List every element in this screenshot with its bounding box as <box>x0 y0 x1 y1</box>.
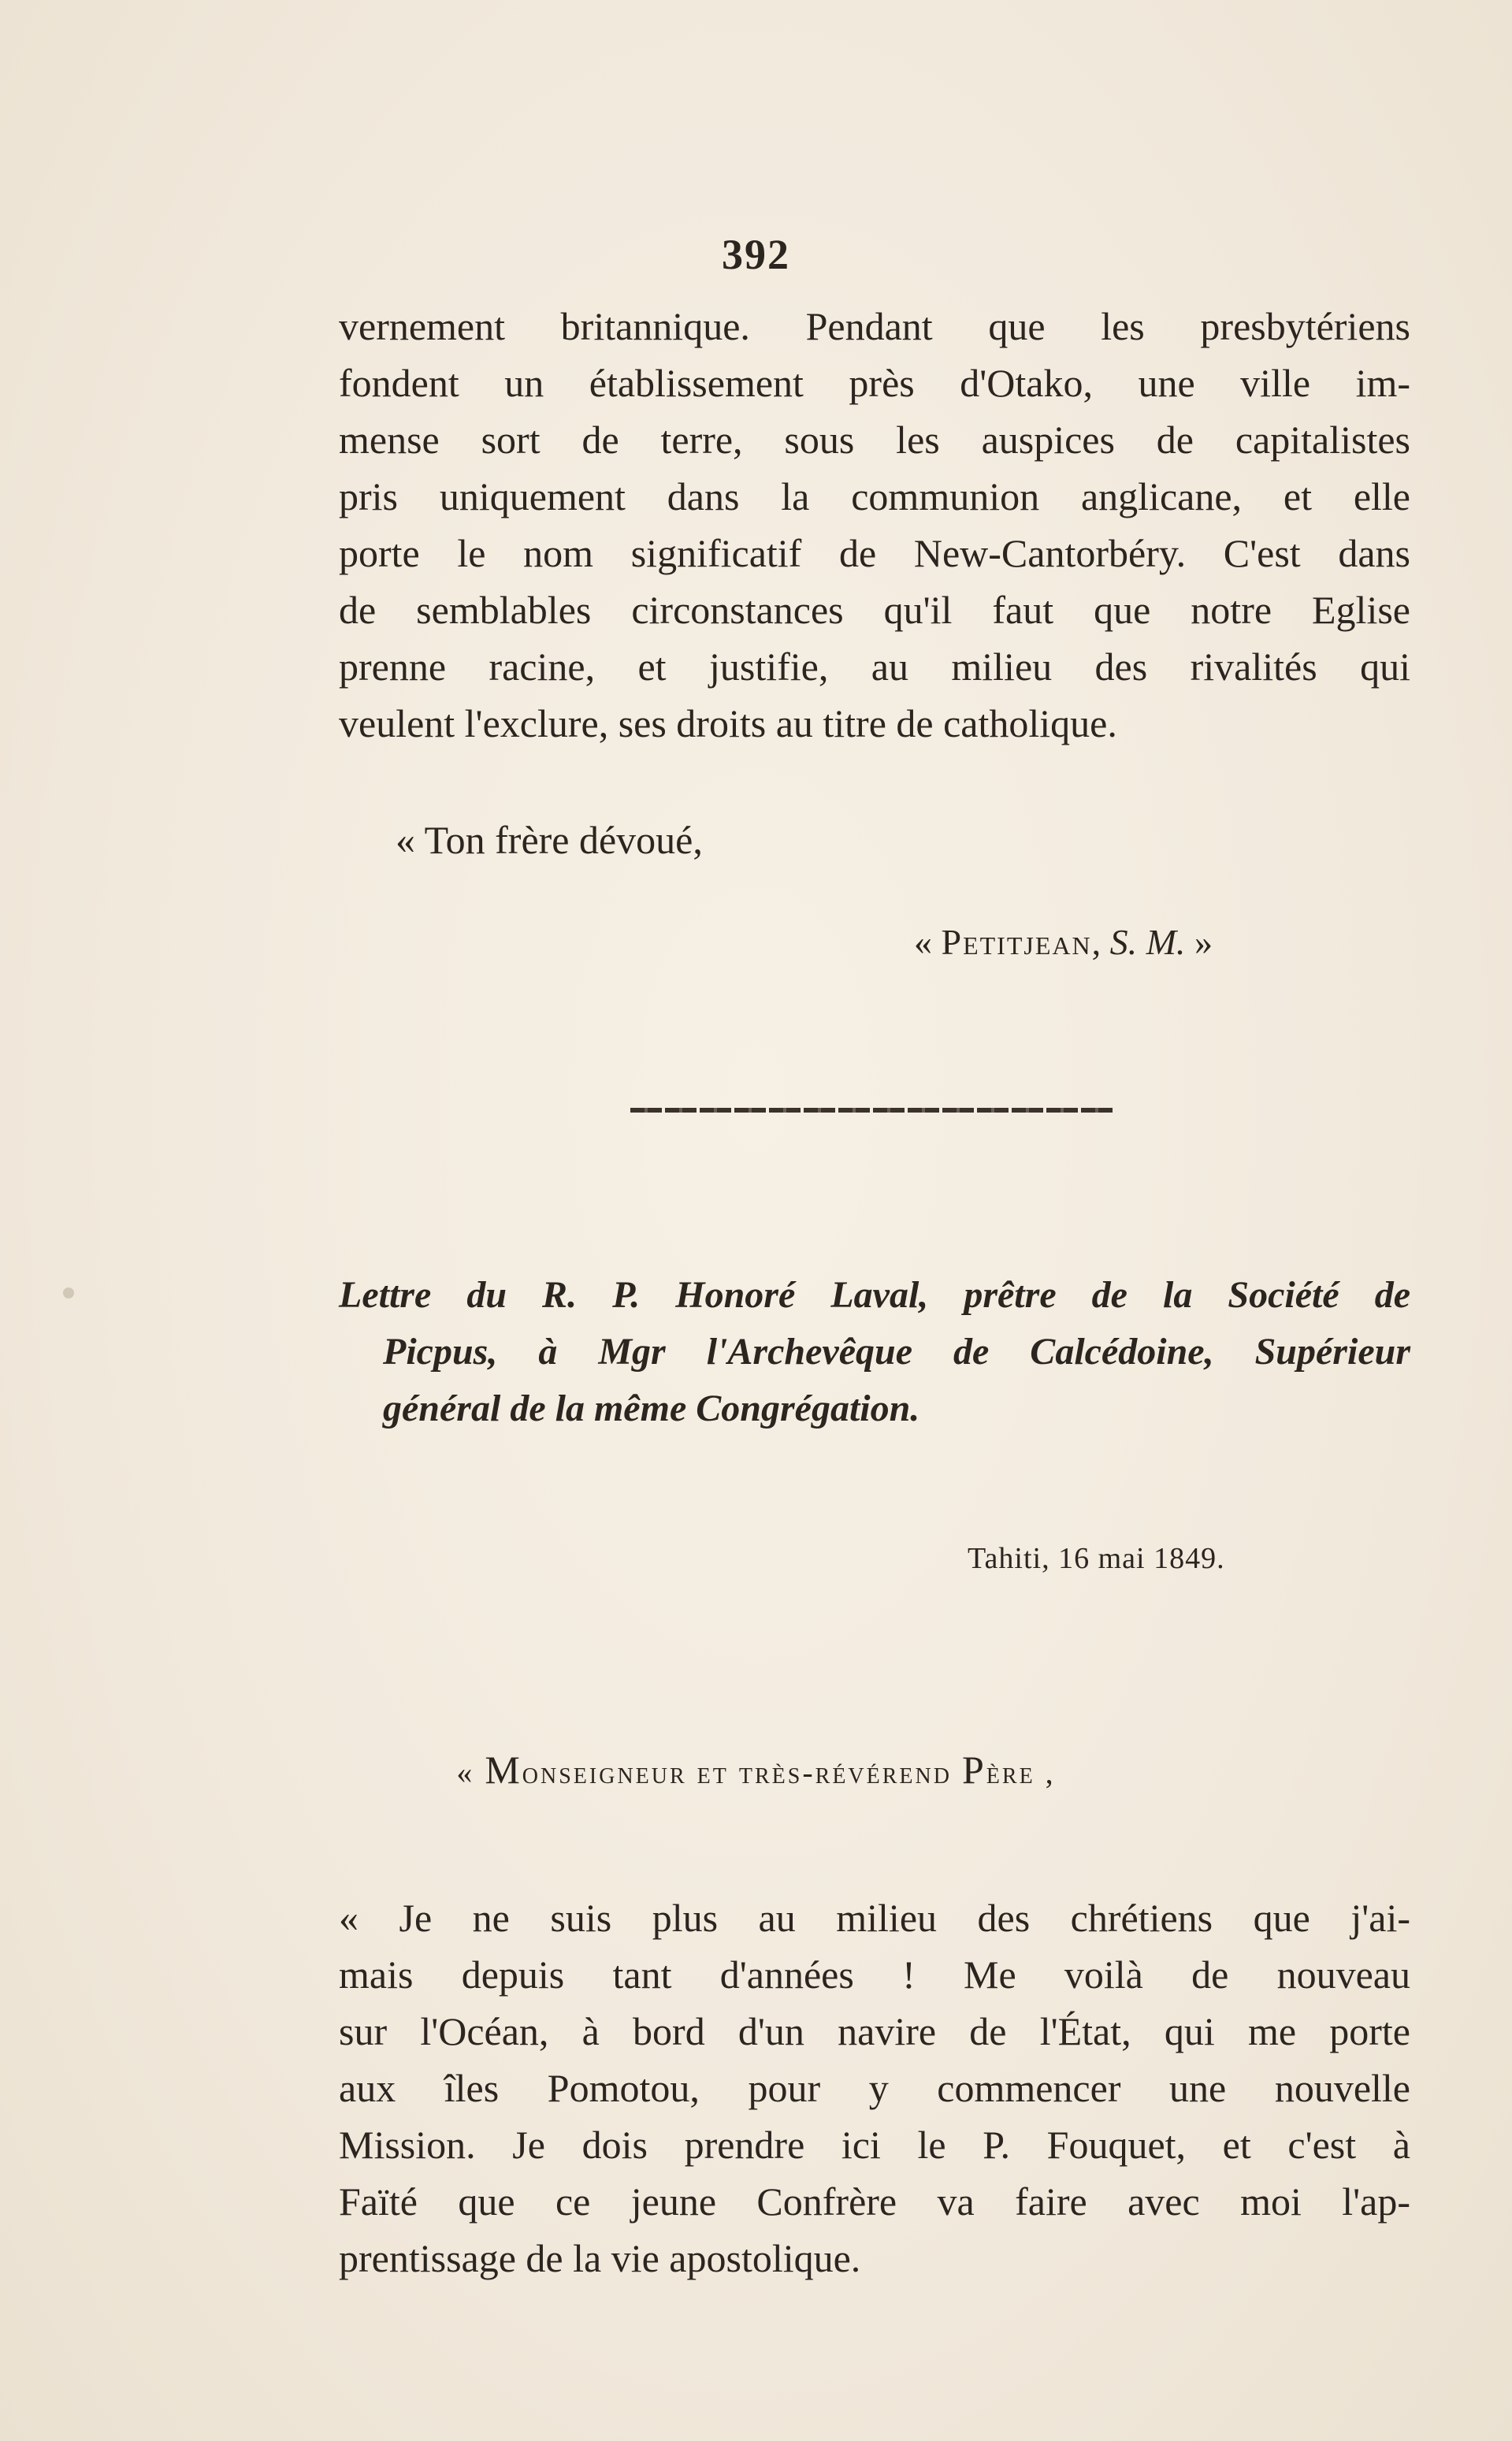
salutation-initial-p: P <box>961 1748 986 1792</box>
salutation <box>0 1741 1512 1801</box>
salutation-text-end: ère , <box>986 1755 1056 1790</box>
text-line: sur l'Océan, à bord d'un navire de l'État, qui me porte <box>339 2009 1410 2053</box>
signature <box>914 914 1213 971</box>
signature-name: Petitjean <box>941 922 1092 962</box>
page-number: 392 <box>722 231 790 278</box>
text-line: pris uniquement dans la communion anglicane, et elle <box>339 474 1410 518</box>
letter-heading <box>339 1267 1410 1437</box>
paper-spot <box>63 1287 74 1299</box>
signature-order: S. M. <box>1109 922 1186 962</box>
text-line: prentissage de la vie apostolique. <box>339 2236 861 2280</box>
paragraph-1 <box>339 298 1410 752</box>
text-line: aux îles Pomotou, pour y commencer une nouvelle <box>339 2066 1410 2110</box>
paragraph-2 <box>339 1889 1410 2287</box>
text-line: porte le nom significatif de New-Cantorbéry. C'est dans <box>339 531 1410 575</box>
text-line: prenne racine, et justifie, au milieu des rivalités qui <box>339 645 1410 689</box>
signature-open-quote: « <box>914 922 942 962</box>
dateline: Tahiti, 16 mai 1849. <box>968 1542 1225 1575</box>
salutation-text: onseigneur et très-révérend <box>522 1755 962 1790</box>
letter-closing: « Ton frère dévoué, <box>396 818 703 862</box>
salutation-initial-m: M <box>485 1748 522 1792</box>
text-line: mais depuis tant d'années ! Me voilà de nouveau <box>339 1952 1410 1997</box>
text-line: « Je ne suis plus au milieu des chrétiens que j'ai- <box>339 1896 1410 1940</box>
signature-close-quote: » <box>1185 922 1213 962</box>
heading-line: Lettre du R. P. Honoré Laval, prêtre de la Société de <box>339 1274 1410 1316</box>
text-line: vernement britannique. Pendant que les presbytériens <box>339 304 1410 348</box>
text-line: fondent un établissement près d'Otako, une ville im- <box>339 361 1410 405</box>
heading-line: Picpus, à Mgr l'Archevêque de Calcédoine, Supérieur <box>383 1331 1410 1373</box>
heading-line: général de la même Congrégation. <box>383 1388 920 1429</box>
section-divider <box>630 1108 1113 1113</box>
text-line: Mission. Je dois prendre ici le P. Fouquet, et c'est à <box>339 2123 1410 2167</box>
text-line: de semblables circonstances qu'il faut que notre Eglise <box>339 588 1410 632</box>
signature-separator: , <box>1091 922 1110 962</box>
text-line: veulent l'exclure, ses droits au titre de catholique. <box>339 701 1117 745</box>
text-line: Faïté que ce jeune Confrère va faire avec moi l'ap- <box>339 2179 1410 2224</box>
text-line: mense sort de terre, sous les auspices de capitalistes <box>339 418 1410 462</box>
salutation-open-quote: « <box>456 1755 485 1790</box>
